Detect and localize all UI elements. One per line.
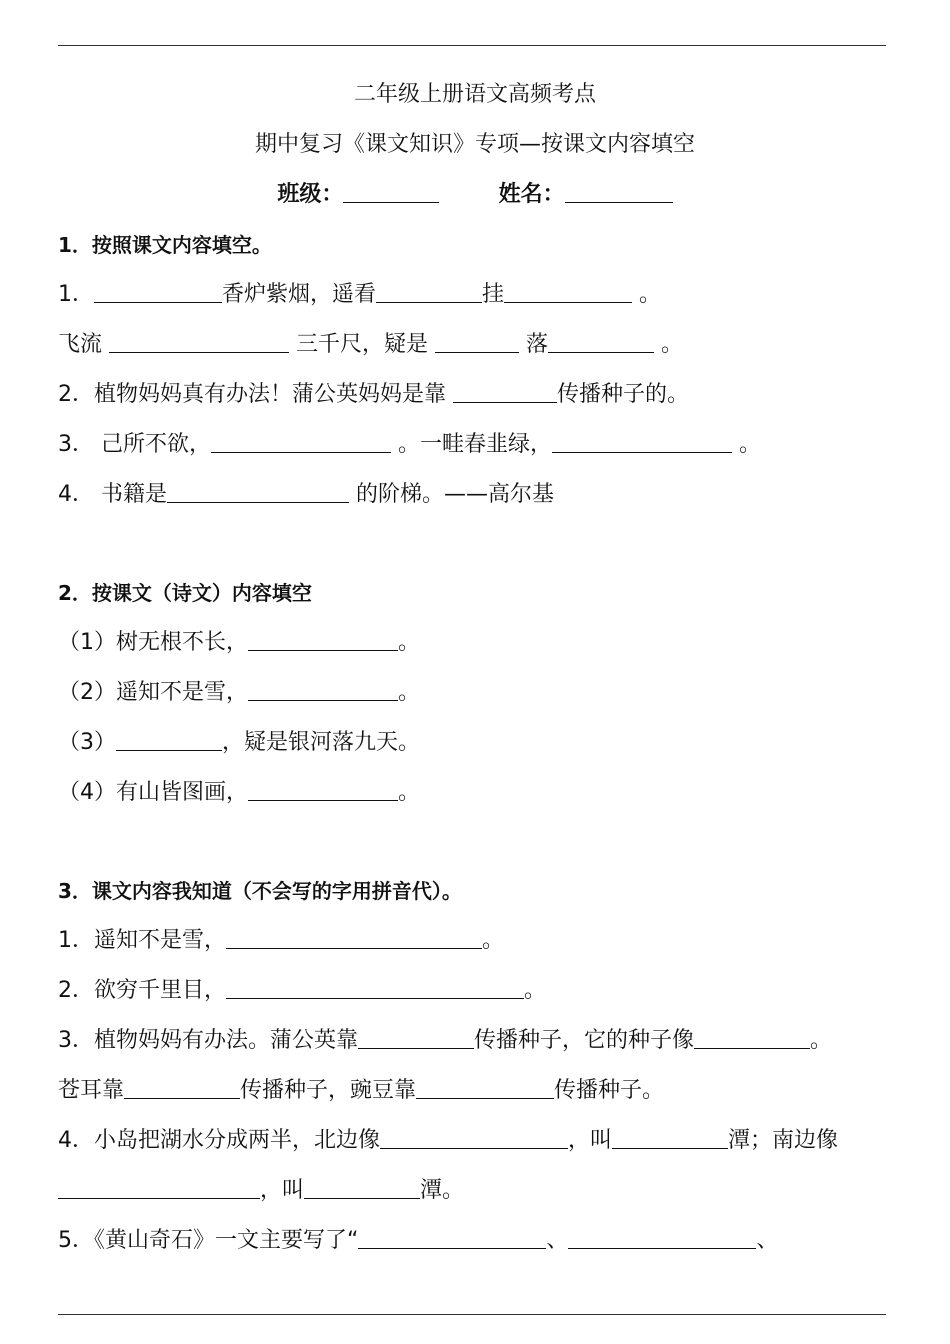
blank[interactable]	[694, 1026, 810, 1049]
blank[interactable]	[358, 1226, 546, 1249]
s3-q3a: 3．植物妈妈有办法。蒲公英靠 传播种子，它的种子像 。	[58, 1028, 833, 1053]
s2-item-2: （2）遥知不是雪， 。	[58, 680, 421, 705]
s1-q1b: 飞流 三千尺，疑是 落 。	[58, 332, 683, 357]
s3-q4b: ，叫 潭。	[58, 1176, 464, 1206]
class-name-line	[0, 180, 950, 210]
blank[interactable]	[504, 280, 632, 303]
blank[interactable]	[211, 430, 391, 453]
s1-q3: 3． 己所不欲， 。一畦春韭绿， 。	[58, 432, 761, 457]
section1-heading: 1．按照课文内容填空。	[58, 233, 272, 257]
blank[interactable]	[453, 380, 557, 403]
blank[interactable]	[548, 330, 654, 353]
blank[interactable]	[226, 976, 524, 999]
blank[interactable]	[435, 330, 519, 353]
blank[interactable]	[358, 1026, 474, 1049]
blank[interactable]	[416, 1076, 554, 1099]
class-label: 班级：	[277, 182, 344, 207]
s3-q3b: 苍耳靠 传播种子，豌豆靠 传播种子。	[58, 1078, 665, 1103]
s1-q4: 4． 书籍是 的阶梯。——高尔基	[58, 482, 554, 507]
blank[interactable]	[248, 628, 398, 651]
class-blank[interactable]	[343, 180, 439, 203]
name-label: 姓名：	[498, 182, 565, 207]
blank[interactable]	[124, 1076, 240, 1099]
s3-q1: 1．遥知不是雪， 。	[58, 928, 505, 953]
blank[interactable]	[376, 280, 482, 303]
blank[interactable]	[116, 728, 222, 751]
s2-item-3: （3） ，疑是银河落九天。	[58, 730, 421, 755]
s2-item-1: （1）树无根不长， 。	[58, 630, 421, 655]
blank[interactable]	[109, 330, 289, 353]
blank[interactable]	[167, 480, 349, 503]
page-title: 二年级上册语文高频考点	[353, 82, 596, 107]
blank[interactable]	[94, 280, 222, 303]
blank[interactable]	[568, 1226, 756, 1249]
blank[interactable]	[380, 1126, 568, 1149]
blank[interactable]	[248, 678, 398, 701]
s1-q2: 2．植物妈妈真有办法！蒲公英妈妈是靠 传播种子的。	[58, 382, 690, 407]
blank[interactable]	[226, 926, 482, 949]
section3-heading: 3．课文内容我知道（不会写的字用拼音代）。	[58, 879, 462, 903]
s3-q5: 5．《黄山奇石》一文主要写了“ 、 、	[58, 1228, 779, 1253]
s2-item-4: （4）有山皆图画， 。	[58, 780, 421, 805]
page-subtitle: 期中复习《课文知识》专项—按课文内容填空	[254, 132, 695, 157]
s3-q4a: 4．小岛把湖水分成两半，北边像 ，叫 潭；南边像	[58, 1128, 839, 1153]
blank[interactable]	[552, 430, 732, 453]
s1-q1a: 1． 香炉紫烟，遥看 挂 。	[58, 282, 662, 307]
s3-q2: 2．欲穷千里目， 。	[58, 978, 547, 1003]
bottom-rule	[58, 1314, 886, 1315]
top-rule	[58, 45, 886, 46]
blank[interactable]	[248, 778, 398, 801]
blank[interactable]	[58, 1176, 260, 1199]
blank[interactable]	[612, 1126, 728, 1149]
section2-heading: 2．按课文（诗文）内容填空	[58, 581, 312, 605]
blank[interactable]	[304, 1176, 420, 1199]
name-blank[interactable]	[565, 180, 673, 203]
